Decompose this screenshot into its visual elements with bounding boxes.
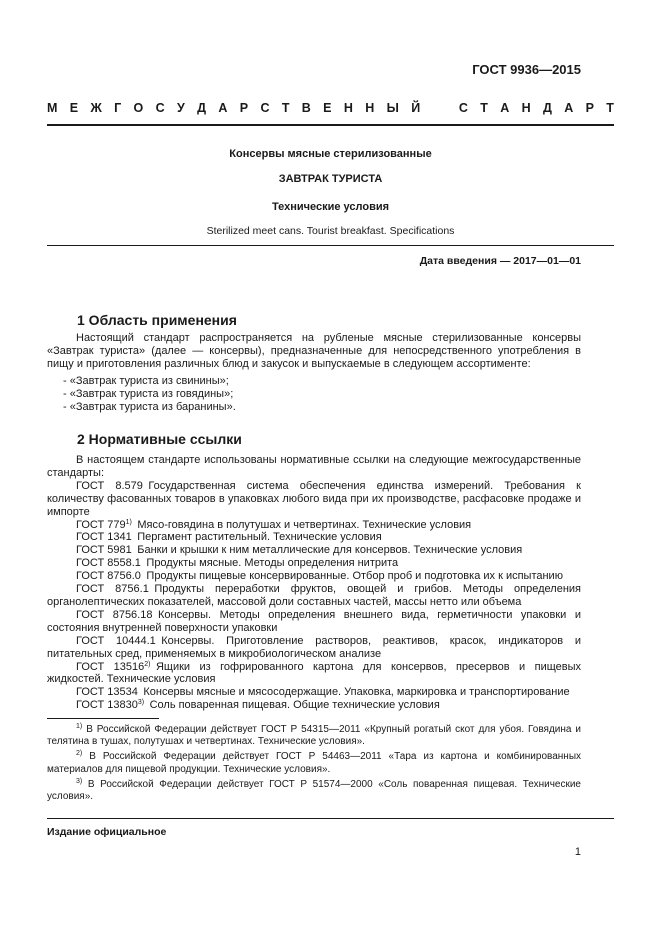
footnote-marker: 3) [137,699,145,707]
reference-code: ГОСТ 13534 [76,686,138,699]
banner-letter: О [133,101,144,115]
reference-item [47,480,581,519]
reference-title: Мясо-говядина в полутушах и четвертинах. Технические условия [137,518,472,531]
title-doc-type: Технические условия [271,201,390,213]
reference-item [47,661,581,687]
footnote-mark: 3) [76,777,83,785]
banner-letter: Н [521,101,531,115]
reference-code: ГОСТ 13830 [76,699,138,712]
normative-references [47,454,581,712]
footnote-mark: 1) [76,723,83,730]
banner-letter: Т [281,101,290,115]
banner-letter: Г [114,101,122,115]
list-item: - «Завтрак туриста из баранины». [63,400,236,413]
reference-title: Консервы. Методы определения внешнего вида, герметичности упаковки и состояния внутренней поверхности упаковки [47,608,581,634]
reference-code: ГОСТ 8756.1 [76,583,149,596]
banner-letter: Й [411,101,421,115]
introduction-date: Дата введения — 2017—01—01 [419,255,581,267]
footnote-mark: 2) [76,750,83,758]
title-product-name: ЗАВТРАК ТУРИСТА [278,173,383,185]
footnote-text: В Российской Федерации действует ГОСТ Р 54463—2011 «Тара из картона и комбинированных материалов для пищевой продукции. Технические условия». [47,751,582,775]
footnote-text: В Российской Федерации действует ГОСТ Р 54315—2011 «Крупный рогатый скот для убоя. Говядина и телятина в тушах, полутушах и четвертинах. Технические условия». [47,724,582,748]
banner-letter: Т [480,101,488,115]
reference-item [47,635,581,661]
footer-rule [47,818,614,819]
reference-item [47,557,581,570]
banner-letter: А [564,101,574,115]
footnote-marker: 2) [144,660,151,668]
reference-item [47,570,581,583]
banner-letter: Т [606,101,614,115]
reference-title: Продукты мясные. Методы определения нитрита [146,557,399,570]
reference-code: ГОСТ 10444.1 [76,634,156,647]
banner-letter: М [47,101,58,115]
reference-code: ГОСТ 8756.18 [76,608,153,621]
section-2-heading: 2 Нормативные ссылки [77,431,242,447]
list-item: - «Завтрак туриста из говядины»; [63,387,234,400]
reference-title: Продукты переработки фруктов, овощей и грибов. Методы определения органолептических показателей, массовой доли составных частей, массы нетто или объема [47,583,581,608]
reference-item [47,609,581,635]
reference-code: ГОСТ 5981 [76,544,132,557]
reference-item [47,686,581,699]
footnotes [47,724,581,806]
footnote-text: В Российской Федерации действует ГОСТ Р 51574—2000 «Соль поваренная пищевая. Технические условия». [47,778,581,803]
banner-letter: Р [585,101,594,115]
document-code: ГОСТ 9936—2015 [472,62,581,77]
footnote [47,779,581,803]
reference-title: Соль поваренная пищевая. Общие технические условия [149,699,440,712]
interstate-standard-banner [47,101,614,115]
reference-title: Консервы. Приготовление растворов, реактивов, красок, индикаторов и питательных сред, применяемых в микробиологическом анализе [47,634,582,660]
page-number: 1 [574,846,581,858]
title-english: Sterilized meet cans. Tourist breakfast. Specifications [206,225,455,237]
reference-title: Банки и крышки к ним металлические для консервов. Технические условия [137,544,523,557]
banner-letter: Д [542,101,552,115]
section-1-paragraph-text: Настоящий стандарт распространяется на рубленые мясные стерилизованные консервы «Завтрак туриста» (далее — консервы), предназначенные для непосредственного употребления в пищу и приготовления различных блюд и закусок и выпускаемые в следующем ассортименте: [47,332,581,370]
banner-letter: Е [69,101,79,115]
reference-code: ГОСТ 1341 [76,531,132,544]
banner-letter: С [260,101,270,115]
banner-letter: С [155,101,165,115]
banner-letter: А [218,101,228,115]
reference-code: ГОСТ 8558.1 [76,557,141,570]
banner-letter: Ы [386,101,399,115]
section-1-paragraph [47,332,581,370]
reference-item [47,519,581,532]
banner-letter: Е [323,101,332,115]
reference-item [47,544,581,557]
official-edition-label: Издание официальное [47,826,167,838]
banner-letter: Д [197,101,207,115]
banner-letter: Н [365,101,375,115]
references-intro: В настоящем стандарте использованы нормативные ссылки на следующие межгосударственные стандарты: [47,454,581,479]
banner-letter: Р [239,101,249,115]
banner-letter: А [500,101,510,115]
reference-title: Консервы мясные и мясосодержащие. Упаковка, маркировка и транспортирование [143,686,570,699]
reference-code: ГОСТ 8756.0 [76,570,141,583]
reference-item [47,583,581,609]
title-product-group: Консервы мясные стерилизованные [229,148,432,160]
banner-letter: Ж [90,101,102,115]
reference-code: ГОСТ 13516 [76,660,145,673]
footnote [47,724,581,748]
reference-title: Продукты пищевые консервированные. Отбор проб и подготовка их к испытанию [146,570,563,583]
header-rule [47,124,614,126]
reference-title: Ящики из гофрированного картона для консервов, пресервов и пищевых жидкостей. Технические условия [47,660,582,686]
reference-item [47,531,581,544]
banner-letter: У [177,101,185,115]
reference-code: ГОСТ 8.579 [76,479,143,492]
banner-letter: С [458,101,468,115]
footnote [47,751,581,775]
reference-code: ГОСТ 779 [76,518,126,531]
banner-letter: В [301,101,311,115]
reference-item [47,699,581,712]
reference-title: Пергамент растительный. Технические условия [137,531,382,544]
banner-letter: Н [343,101,353,115]
reference-title: Государственная система обеспечения единства измерений. Требования к количеству фасованных товаров в упаковках любого вида при их производстве, расфасовке продаже и импорте [47,479,581,518]
footnote-marker: 1) [125,518,132,526]
title-rule [47,245,614,246]
section-1-heading: 1 Область применения [77,312,237,328]
footnote-rule [47,718,159,719]
assortment-list [63,375,236,413]
list-item: - «Завтрак туриста из свинины»; [63,375,229,387]
banner-letter [433,101,447,115]
